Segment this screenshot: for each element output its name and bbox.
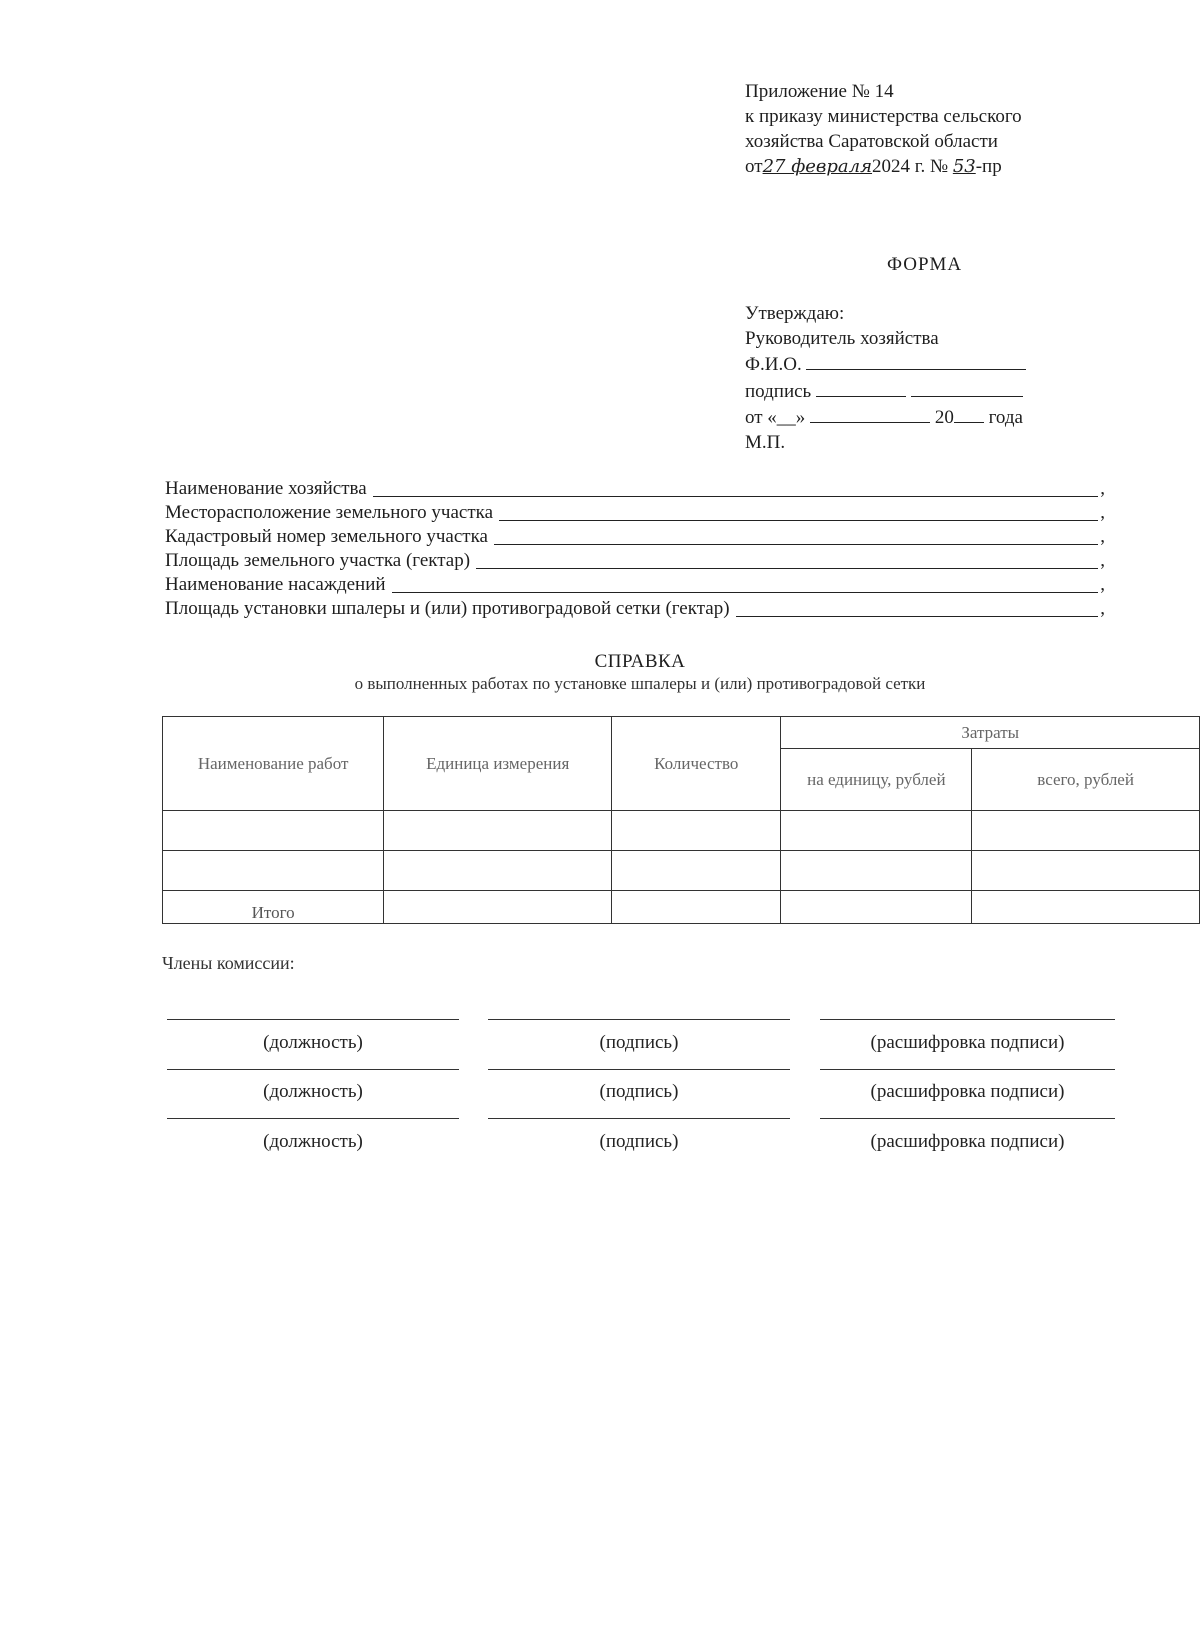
signature-fill-line-1[interactable] bbox=[816, 378, 906, 397]
table-cell[interactable] bbox=[781, 811, 972, 851]
field-installation-area bbox=[165, 597, 1105, 621]
field-comma: , bbox=[1100, 574, 1105, 595]
table-cell[interactable] bbox=[612, 891, 781, 924]
approval-signature-label: подпись bbox=[745, 380, 812, 402]
header-cost-total: всего, рублей bbox=[972, 749, 1200, 811]
field-farm-name bbox=[165, 477, 1105, 501]
header-unit: Единица измерения bbox=[384, 717, 612, 811]
table-row bbox=[163, 851, 1200, 891]
field-land-area bbox=[165, 549, 1105, 573]
position-line[interactable] bbox=[167, 1118, 459, 1119]
field-label: Кадастровый номер земельного участка bbox=[165, 526, 488, 547]
table-cell[interactable] bbox=[972, 851, 1200, 891]
signature-caption: (подпись) bbox=[599, 1081, 679, 1102]
field-label: Наименование насаждений bbox=[165, 574, 386, 595]
spravka-title: СПРАВКА bbox=[594, 651, 686, 672]
field-label: Площадь установки шпалеры и (или) противоградовой сетки (гектар) bbox=[165, 598, 730, 619]
field-fill-line[interactable] bbox=[373, 495, 1099, 497]
decoding-line[interactable] bbox=[820, 1069, 1115, 1070]
position-caption: (должность) bbox=[263, 1032, 363, 1053]
field-comma: , bbox=[1100, 502, 1105, 523]
position-caption: (должность) bbox=[263, 1081, 363, 1102]
decoding-caption: (расшифровка подписи) bbox=[870, 1081, 1065, 1102]
header-cost-per-unit: на единицу, рублей bbox=[781, 749, 972, 811]
header-costs: Затраты bbox=[781, 717, 1200, 749]
approval-block bbox=[745, 302, 1026, 455]
field-comma: , bbox=[1100, 478, 1105, 499]
approval-line-2: Руководитель хозяйства bbox=[745, 327, 939, 349]
approval-date-row bbox=[745, 404, 1026, 431]
spravka-subtitle: о выполненных работах по установке шпалеры и (или) противоградовой сетки bbox=[354, 674, 926, 693]
appendix-line-3: хозяйства Саратовской области bbox=[745, 131, 998, 152]
table-cell[interactable] bbox=[163, 851, 384, 891]
field-label: Наименование хозяйства bbox=[165, 478, 367, 499]
decoding-line[interactable] bbox=[820, 1019, 1115, 1020]
table-cell[interactable] bbox=[972, 891, 1200, 924]
decoding-caption: (расшифровка подписи) bbox=[870, 1131, 1065, 1152]
appendix-line-2: к приказу министерства сельского bbox=[745, 106, 1022, 127]
decoding-caption: (расшифровка подписи) bbox=[870, 1032, 1065, 1053]
appendix-date-line bbox=[745, 154, 1022, 179]
table-cell[interactable] bbox=[384, 891, 612, 924]
signature-line[interactable] bbox=[488, 1019, 790, 1020]
table-total-row bbox=[163, 891, 1200, 924]
approval-date-label: от «__» bbox=[745, 407, 806, 428]
approval-fio-label: Ф.И.О. bbox=[745, 354, 802, 375]
form-label: ФОРМА bbox=[887, 254, 963, 275]
appendix-date-prefix: от bbox=[745, 156, 763, 177]
field-fill-line[interactable] bbox=[476, 567, 1098, 569]
table-cell[interactable] bbox=[612, 811, 781, 851]
table-cell[interactable] bbox=[612, 851, 781, 891]
field-cadastral bbox=[165, 525, 1105, 549]
table-cell[interactable] bbox=[781, 851, 972, 891]
month-fill-line[interactable] bbox=[810, 404, 930, 423]
approval-year-suffix: года bbox=[988, 407, 1023, 428]
signature-fill-line-2[interactable] bbox=[911, 378, 1023, 397]
field-location bbox=[165, 501, 1105, 525]
position-line[interactable] bbox=[167, 1019, 459, 1020]
year-fill-line[interactable] bbox=[954, 404, 984, 423]
signature-caption: (подпись) bbox=[599, 1032, 679, 1053]
field-label: Месторасположение земельного участка bbox=[165, 502, 494, 523]
position-caption: (должность) bbox=[263, 1131, 363, 1152]
field-label: Площадь земельного участка (гектар) bbox=[165, 550, 471, 571]
field-plantings bbox=[165, 573, 1105, 597]
table-cell[interactable] bbox=[384, 811, 612, 851]
table-cell[interactable] bbox=[781, 891, 972, 924]
commission-members-label: Члены комиссии: bbox=[162, 953, 295, 973]
signature-line[interactable] bbox=[488, 1118, 790, 1119]
header-quantity: Количество bbox=[612, 717, 781, 811]
total-label: Итого bbox=[163, 891, 384, 924]
appendix-line-1: Приложение № 14 bbox=[745, 81, 894, 102]
field-comma: , bbox=[1100, 550, 1105, 571]
field-comma: , bbox=[1100, 598, 1105, 619]
table-cell[interactable] bbox=[163, 811, 384, 851]
field-fill-line[interactable] bbox=[494, 543, 1098, 545]
signature-caption: (подпись) bbox=[599, 1131, 679, 1152]
table-cell[interactable] bbox=[972, 811, 1200, 851]
field-fill-line[interactable] bbox=[499, 519, 1098, 521]
handwritten-date: 27 февраля bbox=[762, 156, 873, 177]
table-cell[interactable] bbox=[384, 851, 612, 891]
field-fill-line[interactable] bbox=[736, 615, 1099, 617]
approval-year-prefix: 20 bbox=[934, 407, 954, 428]
decoding-line[interactable] bbox=[820, 1118, 1115, 1119]
appendix-date-year: 2024 г. № bbox=[872, 156, 949, 177]
fio-fill-line[interactable] bbox=[806, 351, 1026, 370]
approval-signature-row bbox=[745, 378, 1026, 405]
field-fill-line[interactable] bbox=[392, 591, 1099, 593]
header-work-name: Наименование работ bbox=[163, 717, 384, 811]
approval-fio-row bbox=[745, 351, 1026, 378]
approval-line-1: Утверждаю: bbox=[745, 303, 845, 324]
handwritten-number: 53 bbox=[952, 156, 976, 177]
table-row bbox=[163, 811, 1200, 851]
stamp-label: М.П. bbox=[745, 431, 786, 453]
field-comma: , bbox=[1100, 526, 1105, 547]
position-line[interactable] bbox=[167, 1069, 459, 1070]
signature-line[interactable] bbox=[488, 1069, 790, 1070]
appendix-block bbox=[745, 79, 1022, 179]
works-table bbox=[162, 716, 1200, 924]
appendix-number-suffix: -пр bbox=[975, 156, 1002, 177]
